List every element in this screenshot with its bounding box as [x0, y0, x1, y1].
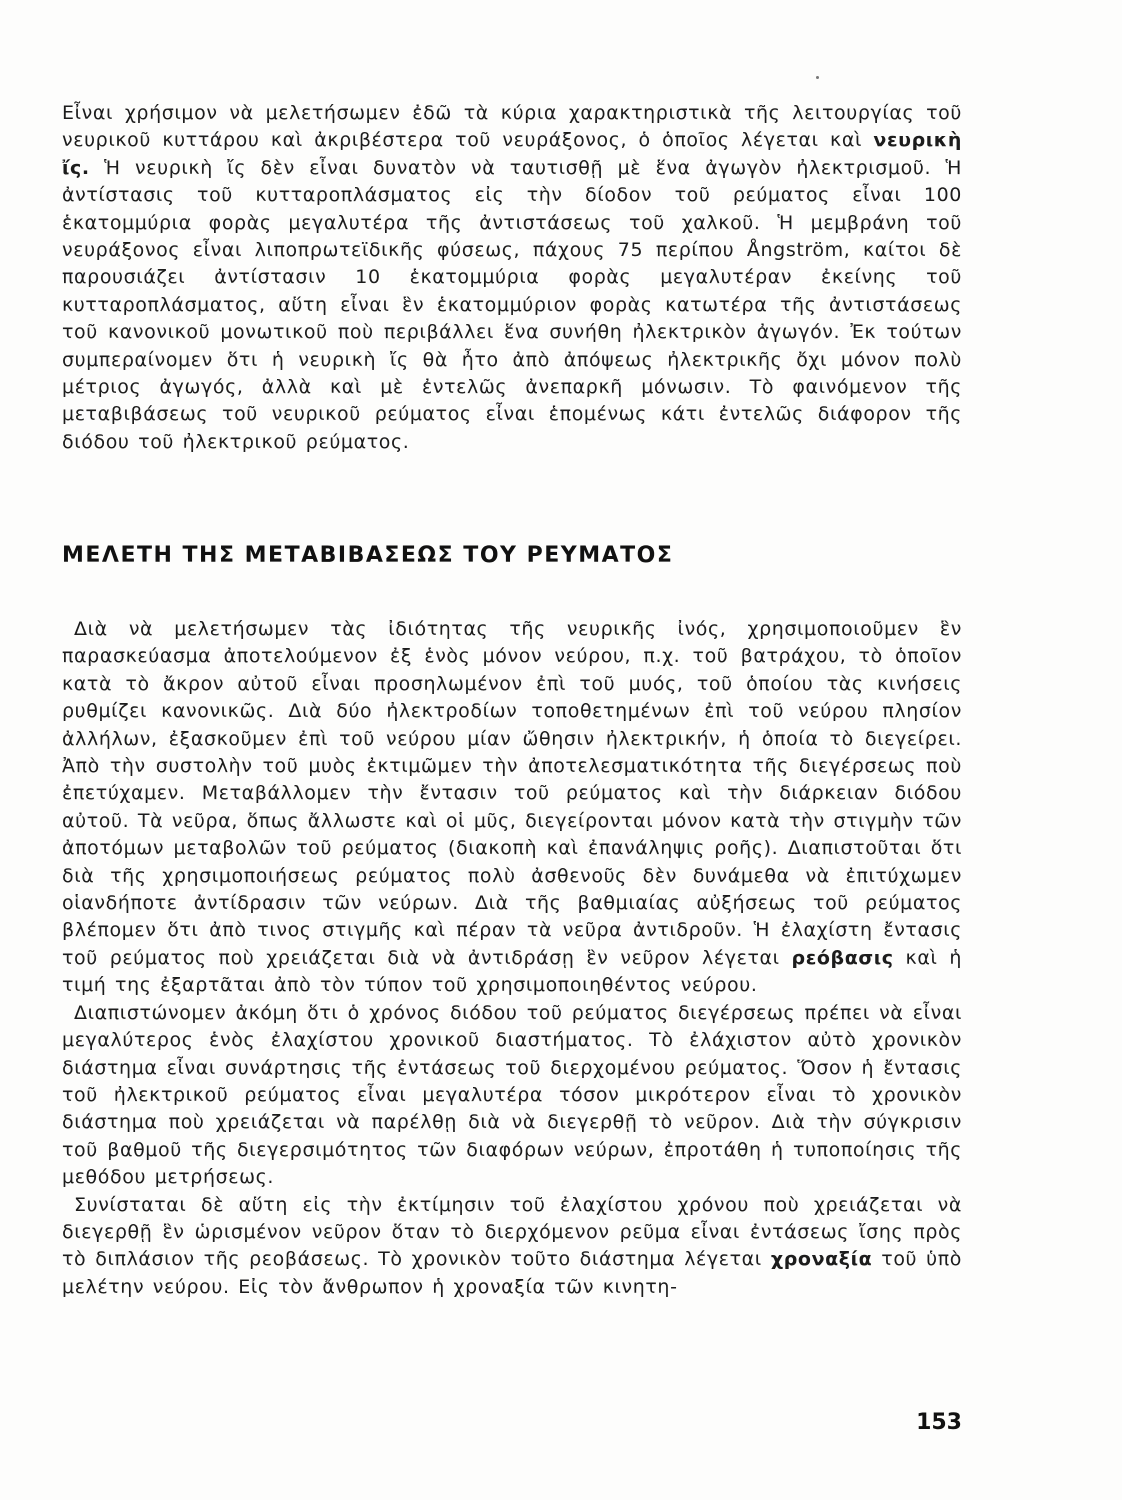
section-p3-text-a: Συνίσταται δὲ αὕτη εἰς τὴν ἐκτίμησιν τοῦ ἐλαχίστου χρόνου ποὺ χρειάζεται νὰ διεγερθῇ ἓν ὡρισμένον νεῦρον ὅταν τὸ διερχόμενον ρεῦμα εἶναι ἐντάσεως ἴσης πρὸς τὸ διπλάσιον τῆς ρεοβάσεως. Τὸ χρονικὸν τοῦτο διάστημα λέγεται	[62, 1193, 962, 1271]
intro-text	[62, 100, 962, 456]
section-paragraph-2: Διαπιστώνομεν ἀκόμη ὅτι ὁ χρόνος διόδου τοῦ ρεύματος διεγέρσεως πρέπει νὰ εἶναι μεγαλύτερος ἑνὸς ἐλαχίστου χρονικοῦ διαστήματος. Τὸ ἐλάχιστον αὐτὸ χρονικὸν διάστημα εἶναι συνάρτησις τῆς ἐντάσεως τοῦ διερχομένου ρεύματος. Ὅσον ἡ ἔντασις τοῦ ἠλεκτρικοῦ ρεύματος εἶναι μεγαλυτέρα τόσον μικρότερον εἶναι τὸ χρονικὸν διάστημα ποὺ χρειάζεται νὰ παρέλθῃ διὰ νὰ διεγερθῇ τὸ νεῦρον. Διὰ τὴν σύγκρισιν τοῦ βαθμοῦ τῆς διεγερσιμότητος τῶν διαφόρων νεύρων, ἐπροτάθη ἡ τυποποίησις τῆς μεθόδου μετρήσεως.	[62, 1001, 962, 1189]
intro-text-part-1: Εἶναι χρήσιμον νὰ μελετήσωμεν ἐδῶ τὰ κύρια χαρακτηριστικὰ τῆς λειτουργίας τοῦ νευρικοῦ κυττάρου καὶ ἀκριβέστερα τοῦ νευράξονος, ὁ ὁποῖος λέγεται καὶ	[62, 102, 962, 152]
section-heading: ΜΕΛΕΤΗ ΤΗΣ ΜΕΤΑΒΙΒΑΣΕΩΣ ΤΟΥ ΡΕΥΜΑΤΟΣ	[62, 543, 674, 568]
section-paragraph-3	[62, 1192, 962, 1302]
page-number: 153	[916, 1410, 962, 1435]
section-body	[62, 616, 962, 1301]
section-paragraph-1	[62, 616, 962, 1000]
section-p3-text-b: τοῦ ὑπὸ μελέτην νεύρου. Εἰς τὸν ἄνθρωπον ἡ χροναξία τῶν κινητη-	[62, 1248, 963, 1298]
scan-speck	[816, 76, 819, 79]
intro-paragraph	[62, 100, 962, 456]
section-p1-text-b: καὶ ἡ τιμή της ἐξαρτᾶται ἀπὸ τὸν τύπον τοῦ χρησιμοποιηθέντος νεύρου.	[62, 946, 963, 997]
section-p1-text-a: Διὰ νὰ μελετήσωμεν τὰς ἰδιότητας τῆς νευρικῆς ἰνός, χρησιμοποιοῦμεν ἓν παρασκεύασμα ἀποτελούμενον ἐξ ἑνὸς μόνον νεύρου, π.χ. τοῦ βατράχου, τὸ ὁποῖον κατὰ τὸ ἄκρον αὐτοῦ εἶναι προσηλωμένον ἐπὶ τοῦ μυός, τοῦ ὁποίου τὰς κινήσεις ρυθμίζει κανονικῶς. Διὰ δύο ἠλεκτροδίων τοποθετημένων ἐπὶ τοῦ νεύρου πλησίον ἀλλήλων, ἐξασκοῦμεν ἐπὶ τοῦ νεύρου μίαν ὤθησιν ἠλεκτρικήν, ἡ ὁποία τὸ διεγείρει. Ἀπὸ τὴν συστολὴν τοῦ μυὸς ἐκτιμῶμεν τὴν ἀποτελεσματικότητα τῆς διεγέρσεως ποὺ ἐπετύχαμεν. Μεταβάλλομεν τὴν ἔντασιν τοῦ ρεύματος καὶ τὴν διάρκειαν διόδου αὐτοῦ. Τὰ νεῦρα, ὅπως ἄλλωστε καὶ οἱ μῦς, διεγείρονται μόνον κατὰ τὴν στιγμὴν τῶν ἀποτόμων μεταβολῶν τοῦ ρεύματος (διακοπὴ καὶ ἐπανάληψις ροῆς). Διαπιστοῦται ὅτι διὰ τῆς χρησιμοποιήσεως ρεύματος πολὺ ἀσθενοῦς δὲν δυνάμεθα νὰ ἐπιτύχωμεν οἱανδήποτε ἀντίδρασιν τῶν νεύρων. Διὰ τῆς βαθμιαίας αὐξήσεως τοῦ ρεύματος βλέπομεν ὅτι ἀπὸ τινος στιγμῆς καὶ πέραν τὰ νεῦρα ἀντιδροῦν. Ἡ ἐλαχίστη ἔντασις τοῦ ρεύματος ποὺ χρειάζεται διὰ νὰ ἀντιδράσῃ ἓν νεῦρον λέγεται	[62, 618, 962, 969]
term-neuriki-is: νευρικὴ ἴς.	[62, 129, 962, 179]
term-chronaxia: χροναξία	[770, 1248, 873, 1271]
term-reovasis: ρεόβασις	[791, 946, 894, 969]
intro-text-part-2: Ἡ νευρικὴ ἴς δὲν εἶναι δυνατὸν νὰ ταυτισθῇ μὲ ἕνα ἀγωγὸν ἠλεκτρισμοῦ. Ἡ ἀντίστασις τοῦ κυτταροπλάσματος εἰς τὴν δίοδον τοῦ ρεύματος εἶναι 100 ἑκατομμύρια φορὰς μεγαλυτέρα τῆς ἀντιστάσεως τοῦ χαλκοῦ. Ἡ μεμβράνη τοῦ νευράξονος εἶναι λιποπρωτεϊδικῆς φύσεως, πάχους 75 περίπου Ångström, καίτοι δὲ παρουσιάζει ἀντίστασιν 10 ἑκατομμύρια φορὰς μεγαλυτέραν ἐκείνης τοῦ κυτταροπλάσματος, αὕτη εἶναι ἓν ἑκατομμύριον φορὰς κατωτέρα τῆς ἀντιστάσεως τοῦ κανονικοῦ μονωτικοῦ ποὺ περιβάλλει ἕνα συνήθη ἠλεκτρικὸν ἀγωγόν. Ἐκ τούτων συμπεραίνομεν ὅτι ἡ νευρικὴ ἴς θὰ ἦτο ἀπὸ ἀπόψεως ἠλεκτρικῆς ὄχι μόνον πολὺ μέτριος ἀγωγός, ἀλλὰ καὶ μὲ ἐντελῶς ἀνεπαρκῆ μόνωσιν. Τὸ φαινόμενον τῆς μεταβιβάσεως τοῦ νευρικοῦ ρεύματος εἶναι ἑπομένως κάτι ἐντελῶς διάφορον τῆς διόδου τοῦ ἠλεκτρικοῦ ρεύματος.	[62, 156, 963, 453]
